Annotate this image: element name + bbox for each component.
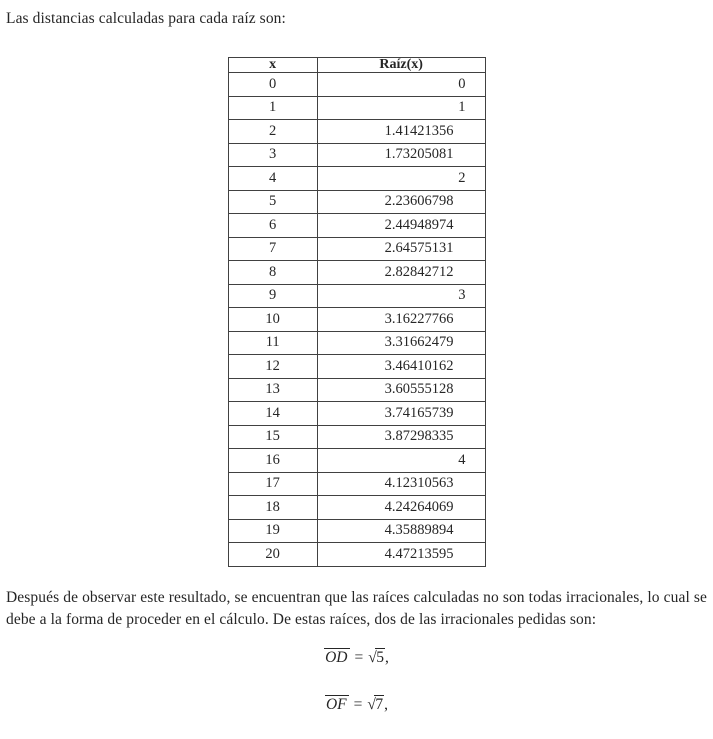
x-cell: 13 xyxy=(228,378,317,402)
equals-sign: = xyxy=(354,648,364,666)
root-cell: 1.73205081 xyxy=(317,143,485,167)
x-cell: 14 xyxy=(228,402,317,426)
x-cell: 16 xyxy=(228,449,317,473)
x-cell: 3 xyxy=(228,143,317,167)
table-row xyxy=(228,378,485,402)
header-row xyxy=(228,58,485,73)
table-row xyxy=(228,143,485,167)
x-cell: 10 xyxy=(228,308,317,332)
x-cell: 0 xyxy=(228,73,317,97)
x-cell: 9 xyxy=(228,284,317,308)
radical-sign: √ xyxy=(367,695,376,713)
root-cell: 4 xyxy=(317,449,485,473)
radicand-value: 7 xyxy=(375,695,384,713)
table-row xyxy=(228,284,485,308)
root-cell: 4.24264069 xyxy=(317,496,485,520)
comma-suffix: , xyxy=(385,648,389,666)
equations-block xyxy=(6,648,707,715)
segment-of-label: OF xyxy=(325,695,347,713)
table-row xyxy=(228,308,485,332)
root-cell: 3.74165739 xyxy=(317,402,485,426)
radical-sign: √ xyxy=(368,648,377,666)
x-cell: 15 xyxy=(228,425,317,449)
table-row xyxy=(228,167,485,191)
root-cell: 4.35889894 xyxy=(317,519,485,543)
radicand-value: 5 xyxy=(376,648,385,666)
x-cell: 20 xyxy=(228,543,317,567)
x-cell: 6 xyxy=(228,214,317,238)
root-cell: 3.46410162 xyxy=(317,355,485,379)
table-row xyxy=(228,543,485,567)
header-x: x xyxy=(228,58,317,73)
table-row xyxy=(228,261,485,285)
root-cell: 2.82842712 xyxy=(317,261,485,285)
equation-od xyxy=(6,648,707,668)
table-row xyxy=(228,425,485,449)
root-cell: 3.60555128 xyxy=(317,378,485,402)
x-cell: 1 xyxy=(228,96,317,120)
table-row xyxy=(228,237,485,261)
x-cell: 7 xyxy=(228,237,317,261)
x-cell: 12 xyxy=(228,355,317,379)
x-cell: 5 xyxy=(228,190,317,214)
root-cell: 2.44948974 xyxy=(317,214,485,238)
table-row xyxy=(228,331,485,355)
roots-table xyxy=(228,57,486,567)
segment-od-label: OD xyxy=(325,648,348,666)
root-cell: 2.23606798 xyxy=(317,190,485,214)
root-cell: 3.16227766 xyxy=(317,308,485,332)
x-cell: 17 xyxy=(228,472,317,496)
table-row xyxy=(228,120,485,144)
root-cell: 4.47213595 xyxy=(317,543,485,567)
roots-table-header xyxy=(228,58,485,73)
header-raiz: Raíz(x) xyxy=(317,58,485,73)
root-cell: 1 xyxy=(317,96,485,120)
x-cell: 2 xyxy=(228,120,317,144)
table-row xyxy=(228,214,485,238)
root-cell: 3.31662479 xyxy=(317,331,485,355)
x-cell: 19 xyxy=(228,519,317,543)
comma-suffix: , xyxy=(384,695,389,713)
table-body xyxy=(228,73,485,567)
root-cell: 3.87298335 xyxy=(317,425,485,449)
root-cell: 0 xyxy=(317,73,485,97)
equals-sign: = xyxy=(353,695,363,713)
x-cell: 18 xyxy=(228,496,317,520)
root-cell: 2 xyxy=(317,167,485,191)
closing-paragraph: Después de observar este resultado, se encuentran que las raíces calculadas no son todas irracionales, lo cual se debe a la forma de proceder en el cálculo. De estas raíces, dos de las irracionales pedidas son: xyxy=(6,588,707,628)
table-row xyxy=(228,449,485,473)
table-row xyxy=(228,519,485,543)
table-row xyxy=(228,190,485,214)
table-row xyxy=(228,496,485,520)
x-cell: 8 xyxy=(228,261,317,285)
table-row xyxy=(228,472,485,496)
table-row xyxy=(228,355,485,379)
x-cell: 11 xyxy=(228,331,317,355)
root-cell: 3 xyxy=(317,284,485,308)
table-row xyxy=(228,73,485,97)
root-cell: 4.12310563 xyxy=(317,472,485,496)
root-cell: 1.41421356 xyxy=(317,120,485,144)
equation-of xyxy=(6,695,707,715)
table-row xyxy=(228,96,485,120)
root-cell: 2.64575131 xyxy=(317,237,485,261)
table-row xyxy=(228,402,485,426)
intro-paragraph: Las distancias calculadas para cada raíz son: xyxy=(6,10,286,27)
x-cell: 4 xyxy=(228,167,317,191)
